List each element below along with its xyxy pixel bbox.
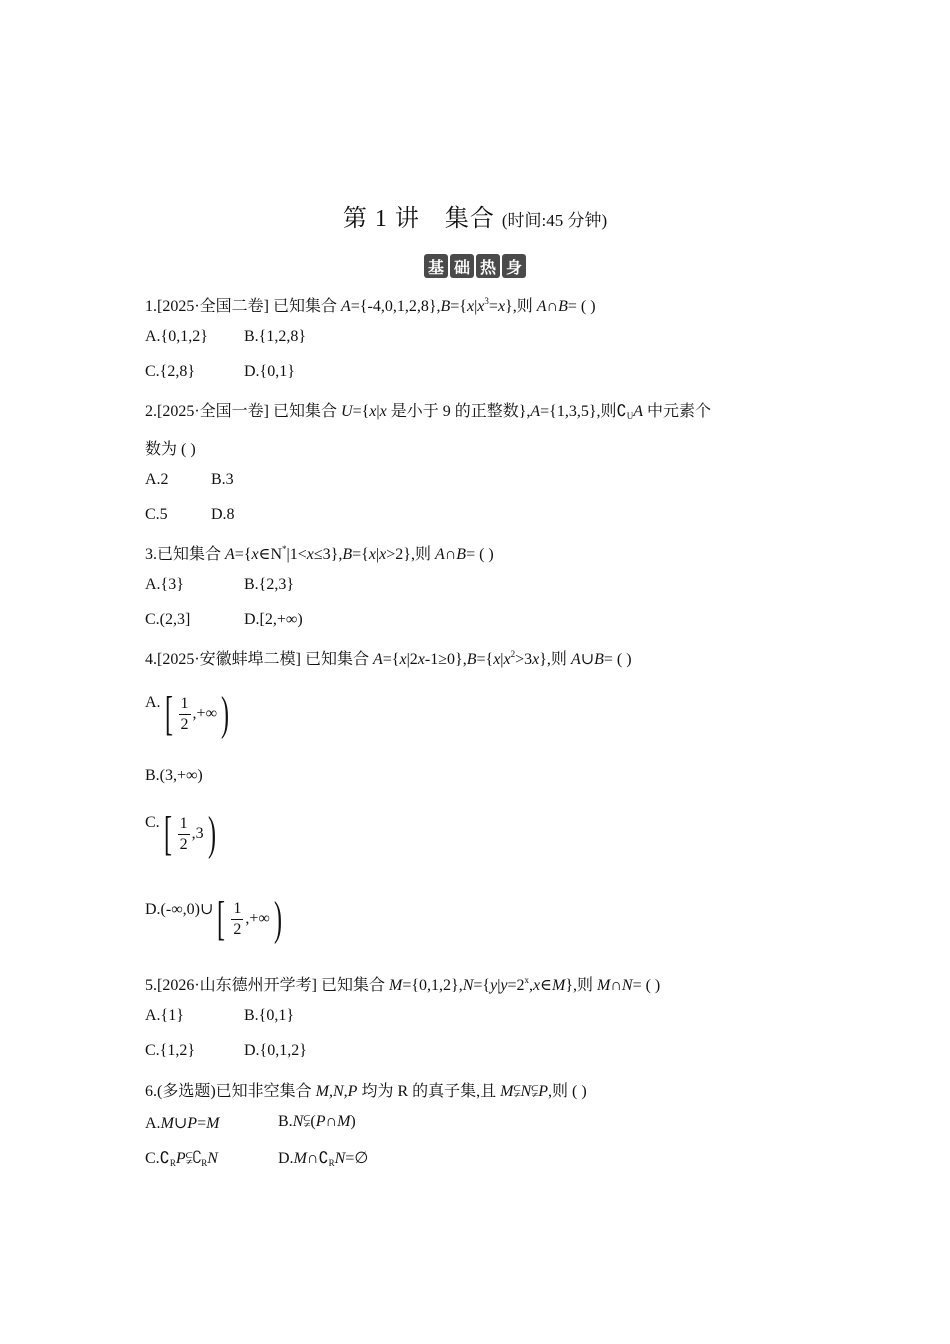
question-2-stem-line2: 数为 ( ) bbox=[145, 441, 196, 458]
question-2-stem-line1: 2.[2025·全国一卷] 已知集合 U={x|x 是小于 9 的正整数},A={1,3,5},则$∁_UA$ 中元素个 bbox=[145, 403, 712, 421]
question-1-option-b: B.{1,2,8} bbox=[244, 328, 307, 345]
question-3-option-c: C.(2,3] bbox=[145, 611, 191, 628]
right-paren: ) bbox=[220, 687, 229, 740]
question-4-option-b: B.(3,+∞) bbox=[145, 767, 203, 784]
badge-char: 础 bbox=[450, 254, 474, 278]
title-subtitle: (时间:45 分钟) bbox=[501, 211, 608, 230]
left-bracket: [ bbox=[163, 807, 172, 860]
question-5-stem: 5.[2026·山东德州开学考] 已知集合 $M=\{0,1,2\},N=\{y|y=2^x,x\in M\}$,则 M∩N= ( ) bbox=[145, 975, 661, 994]
left-bracket: [ bbox=[164, 687, 173, 740]
question-6-option-a: A.M∪P=M bbox=[145, 1115, 220, 1132]
question-2-option-d: D.8 bbox=[211, 506, 235, 523]
question-5-option-c: C.{1,2} bbox=[145, 1042, 196, 1059]
badge-char: 热 bbox=[476, 254, 500, 278]
question-5-option-b: B.{0,1} bbox=[244, 1007, 295, 1024]
fraction: $\frac{1}{2}$ bbox=[179, 814, 188, 853]
question-3-stem: 3.已知集合 A={x∈N*|1<x≤3},B={x|x>2},则 A∩B= ( ) bbox=[145, 544, 494, 563]
right-paren: ) bbox=[273, 892, 282, 945]
section-badge bbox=[424, 254, 526, 278]
question-6-stem: 6.(多选题)已知非空集合 M,N,P 均为 R 的真子集,且 M⫋N⫋P,则 ( ) bbox=[145, 1083, 587, 1100]
question-4-option-c: C. [ $\frac{1}{2}$ ,3 ) bbox=[145, 807, 216, 860]
question-2-option-c: C.5 bbox=[145, 506, 168, 523]
question-6-option-d: $D.M\cap∁_RN=\emptyset$ bbox=[278, 1150, 369, 1168]
left-bracket: [ bbox=[217, 892, 226, 945]
question-1-option-c: C.{2,8} bbox=[145, 363, 196, 380]
question-5-option-d: D.{0,1,2} bbox=[244, 1042, 307, 1059]
fraction: $\frac{1}{2}$ bbox=[180, 694, 189, 733]
question-6-option-c: $C.∁_RP⫋∁_RN$ bbox=[145, 1150, 218, 1168]
badge-char: 身 bbox=[502, 254, 526, 278]
question-3-option-d: D.[2,+∞) bbox=[244, 611, 303, 628]
badge-char: 基 bbox=[424, 254, 448, 278]
question-2-option-b: B.3 bbox=[211, 471, 234, 488]
right-paren: ) bbox=[207, 807, 216, 860]
question-4-stem: 4.[2025·安徽蚌埠二模] 已知集合 $A=\{x|2x-1\ge 0\},B=\{x|x^2>3x\}$,则 A∪B= ( ) bbox=[145, 649, 632, 668]
question-4-option-d: D.(-∞,0)∪ [ $\frac{1}{2}$ ,+∞ ) bbox=[145, 892, 282, 945]
title-main: 第 1 讲 集合 bbox=[342, 206, 495, 232]
question-3-option-b: B.{2,3} bbox=[244, 576, 295, 593]
page-title bbox=[0, 198, 950, 233]
question-1-stem: 1.[2025·全国二卷] 已知集合 $A=\{-4,0,1,2,8\},B=\{x|x^3=x\}$,则 A∩B= ( ) bbox=[145, 296, 596, 315]
question-2-option-a: A.2 bbox=[145, 471, 169, 488]
question-1-option-d: D.{0,1} bbox=[244, 363, 295, 380]
question-6-option-b: B.N⫋(P∩M) bbox=[278, 1113, 356, 1130]
question-4-option-a: A. [ $\frac{1}{2}$ ,+∞ ) bbox=[145, 687, 229, 740]
question-1-option-a: A.{0,1,2} bbox=[145, 328, 208, 345]
fraction: $\frac{1}{2}$ bbox=[233, 899, 242, 938]
question-3-option-a: A.{3} bbox=[145, 576, 184, 593]
question-5-option-a: A.{1} bbox=[145, 1007, 184, 1024]
